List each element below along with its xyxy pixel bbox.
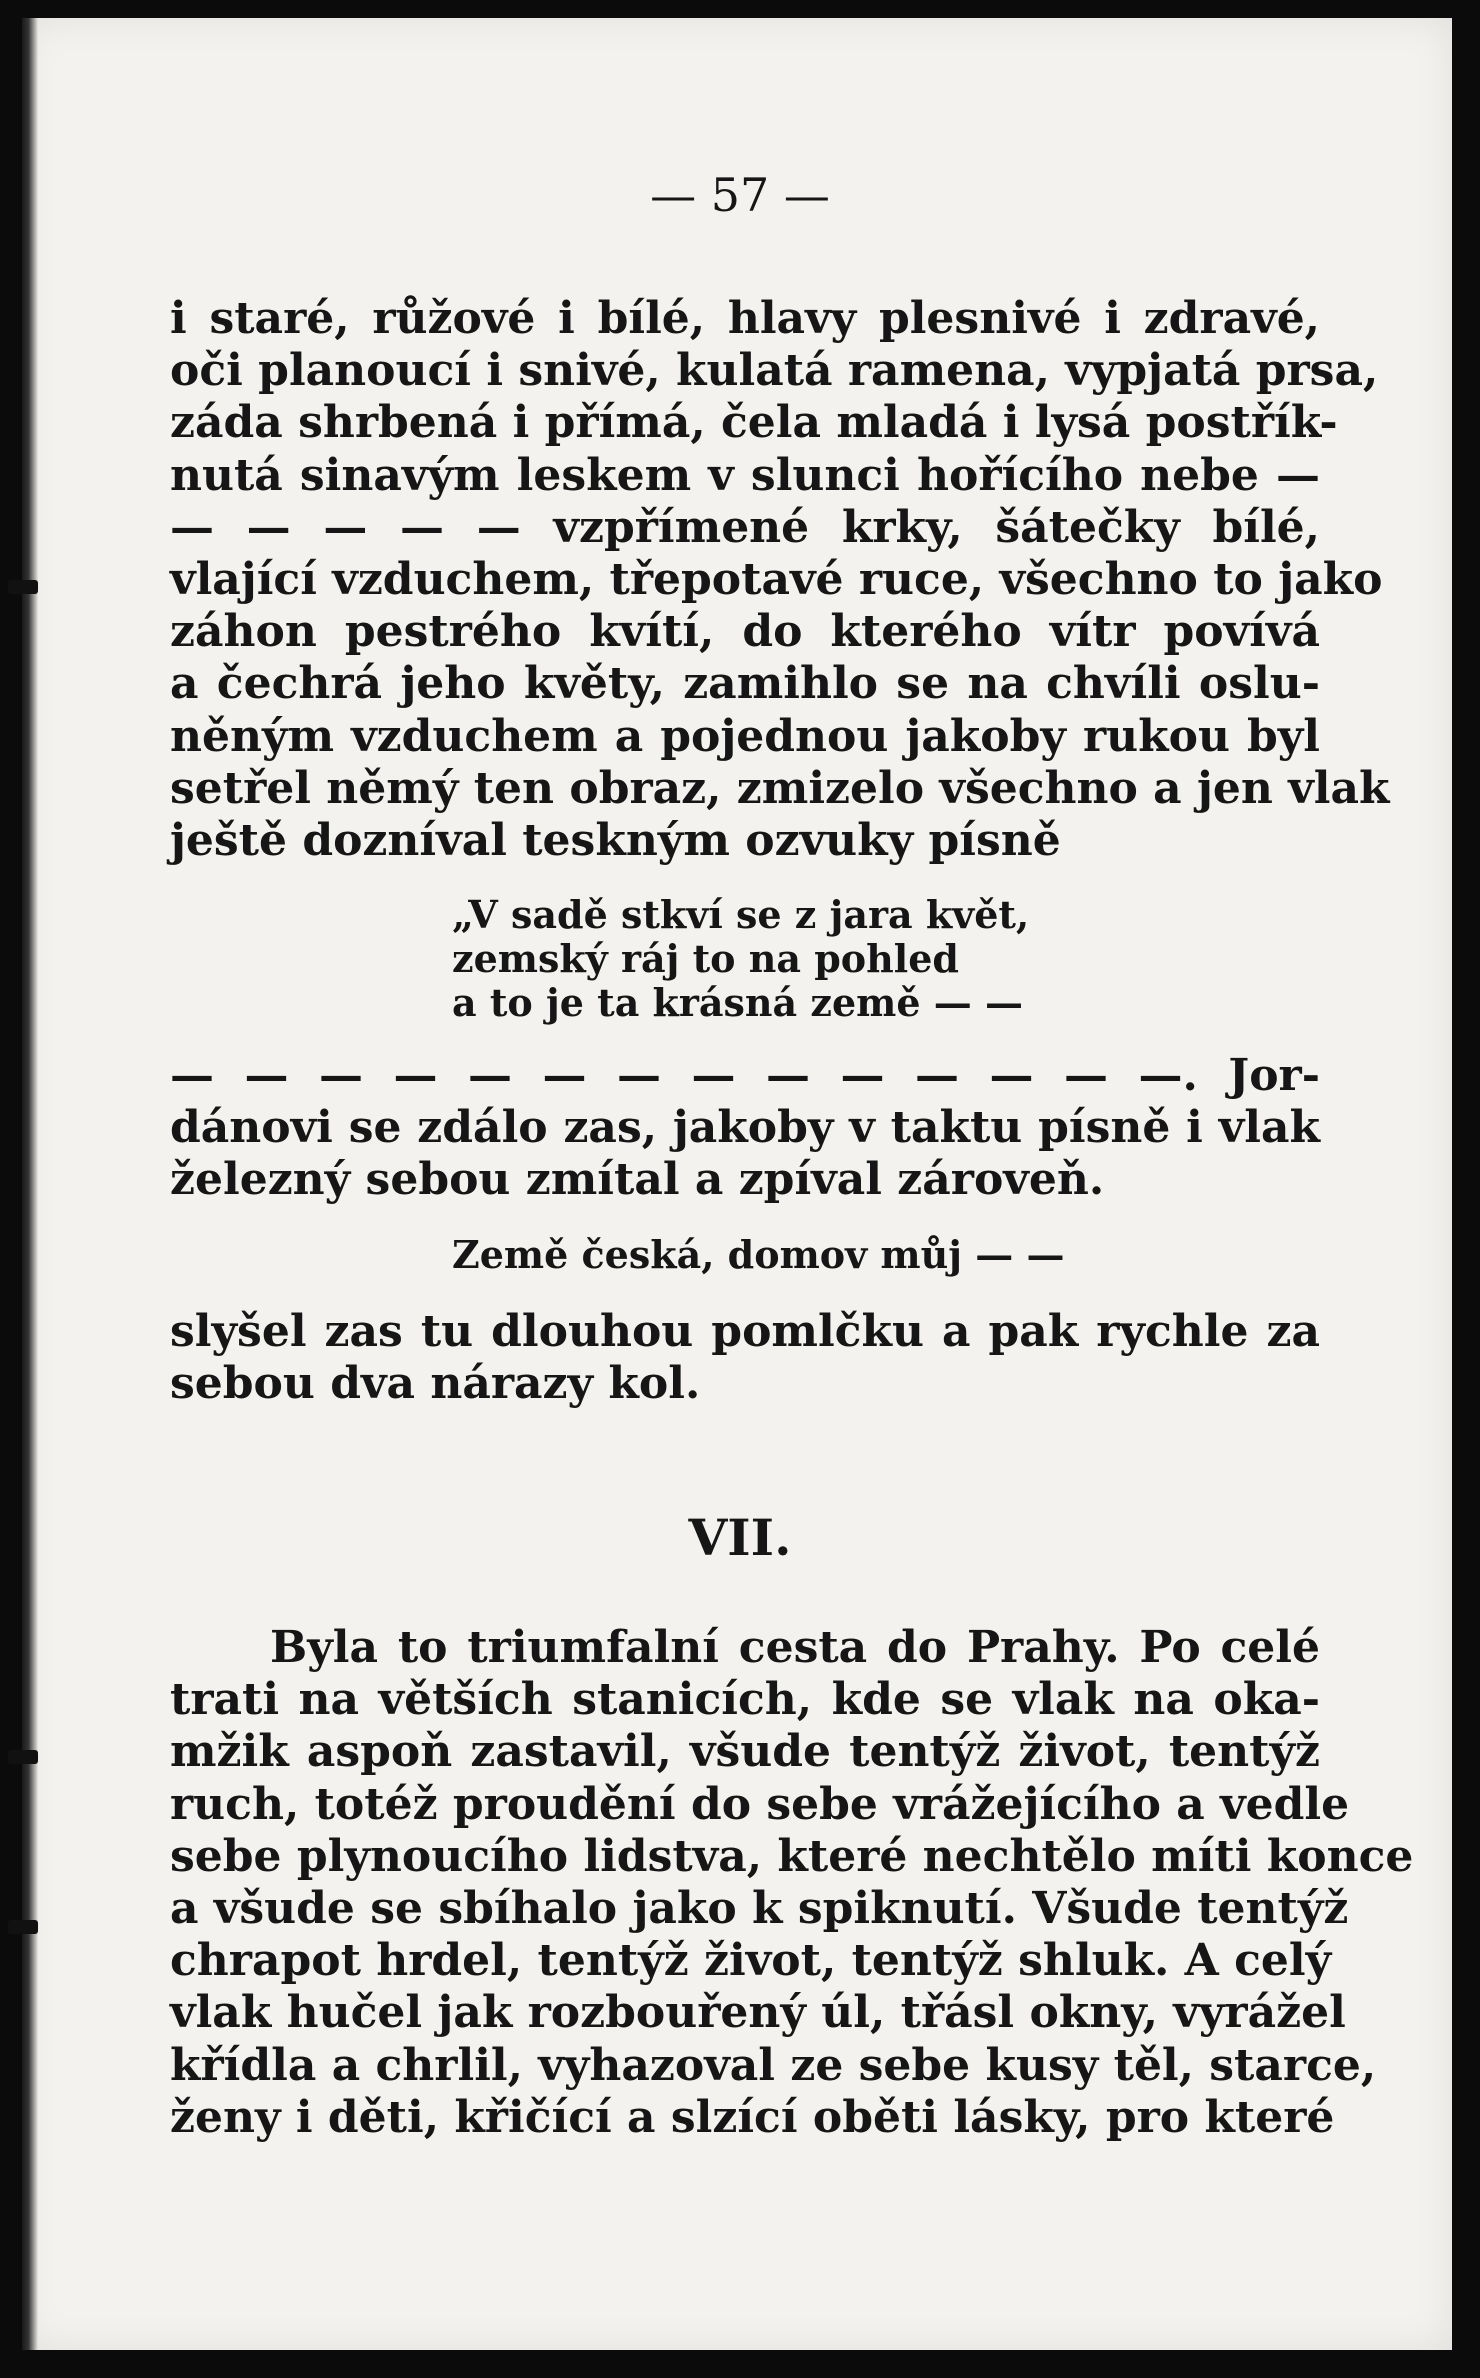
paragraph-1	[170, 293, 1390, 867]
text-line: i staré, růžové i bílé, hlavy plesnivé i zdravé,	[170, 293, 1320, 344]
text-line: sebou dva nárazy kol.	[170, 1358, 701, 1410]
text-line: slyšel zas tu dlouhou pomlčku a pak rychle za	[170, 1306, 1320, 1357]
text-line: Byla to triumfalní cesta do Prahy. Po celé	[270, 1622, 1320, 1673]
text-line: oči planoucí i snivé, kulatá ramena, vypjatá prsa,	[170, 345, 1379, 397]
text-line: ruch, totéž proudění do sebe vrážejícího a vedle	[170, 1778, 1350, 1830]
text-line: setřel němý ten obraz, zmizelo všechno a jen vlak	[170, 762, 1390, 814]
text-line: a čechrá jeho květy, zamihlo se na chvíli oslu-	[170, 658, 1320, 710]
verse-line: zemský ráj to na pohled	[452, 936, 959, 981]
text-line: ženy i děti, křičící a slzící oběti lásky, pro které	[170, 2091, 1335, 2143]
text-line: — — — — — vzpřímené krky, šátečky bílé,	[170, 501, 1320, 553]
text-line: mžik aspoň zastavil, všude tentýž život, tentýž	[170, 1726, 1320, 1778]
verse-line: „V sadě stkví se z jara květ,	[452, 892, 1030, 937]
text-line: ještě dozníval teskným ozvuky písně	[170, 815, 1061, 867]
binding-mark	[8, 1750, 38, 1764]
text-line: trati na větších stanicích, kde se vlak na oka-	[170, 1674, 1320, 1726]
paragraph-2	[170, 1050, 1320, 1207]
binding-mark	[8, 1920, 38, 1934]
text-line: něným vzduchem a pojednou jakoby rukou byl	[170, 710, 1320, 762]
text-line: záhon pestrého kvítí, do kterého vítr povívá	[170, 606, 1320, 658]
text-line: vlak hučel jak rozbouřený úl, třásl okny, vyrážel	[170, 1987, 1346, 2039]
text-line: křídla a chrlil, vyhazoval ze sebe kusy těl, starce,	[170, 2039, 1377, 2091]
song-verse-2	[452, 1233, 1064, 1277]
text-line: — — — — — — — — — — — — — —. Jor-	[170, 1050, 1320, 1101]
verse-line: a to je ta krásná země — —	[452, 980, 1023, 1025]
text-line: nutá sinavým leskem v slunci hořícího nebe —	[170, 449, 1320, 501]
text-line: chrapot hrdel, tentýž život, tentýž shluk. A celý	[170, 1935, 1332, 1987]
text-line: vlající vzduchem, třepotavé ruce, všechno to jako	[170, 554, 1383, 606]
text-line: záda shrbená i přímá, čela mladá i lysá postřík-	[170, 397, 1338, 449]
song-verse-1	[452, 893, 1029, 1025]
paragraph-4	[170, 1622, 1414, 2144]
book-spine	[22, 18, 38, 2350]
text-line: dánovi se zdálo zas, jakoby v taktu písně i vlak	[170, 1102, 1320, 1154]
binding-mark	[8, 580, 38, 594]
verse-line: Země česká, domov můj — —	[452, 1232, 1065, 1277]
text-line: sebe plynoucího lidstva, které nechtělo míti konce	[170, 1830, 1414, 1882]
text-line: a všude se sbíhalo jako k spiknutí. Všude tentýž	[170, 1883, 1349, 1935]
chapter-heading: VII.	[688, 1508, 792, 1567]
paragraph-3	[170, 1306, 1320, 1410]
text-line: železný sebou zmítal a zpíval zároveň.	[170, 1154, 1105, 1206]
page-number: — 57 —	[650, 168, 830, 222]
